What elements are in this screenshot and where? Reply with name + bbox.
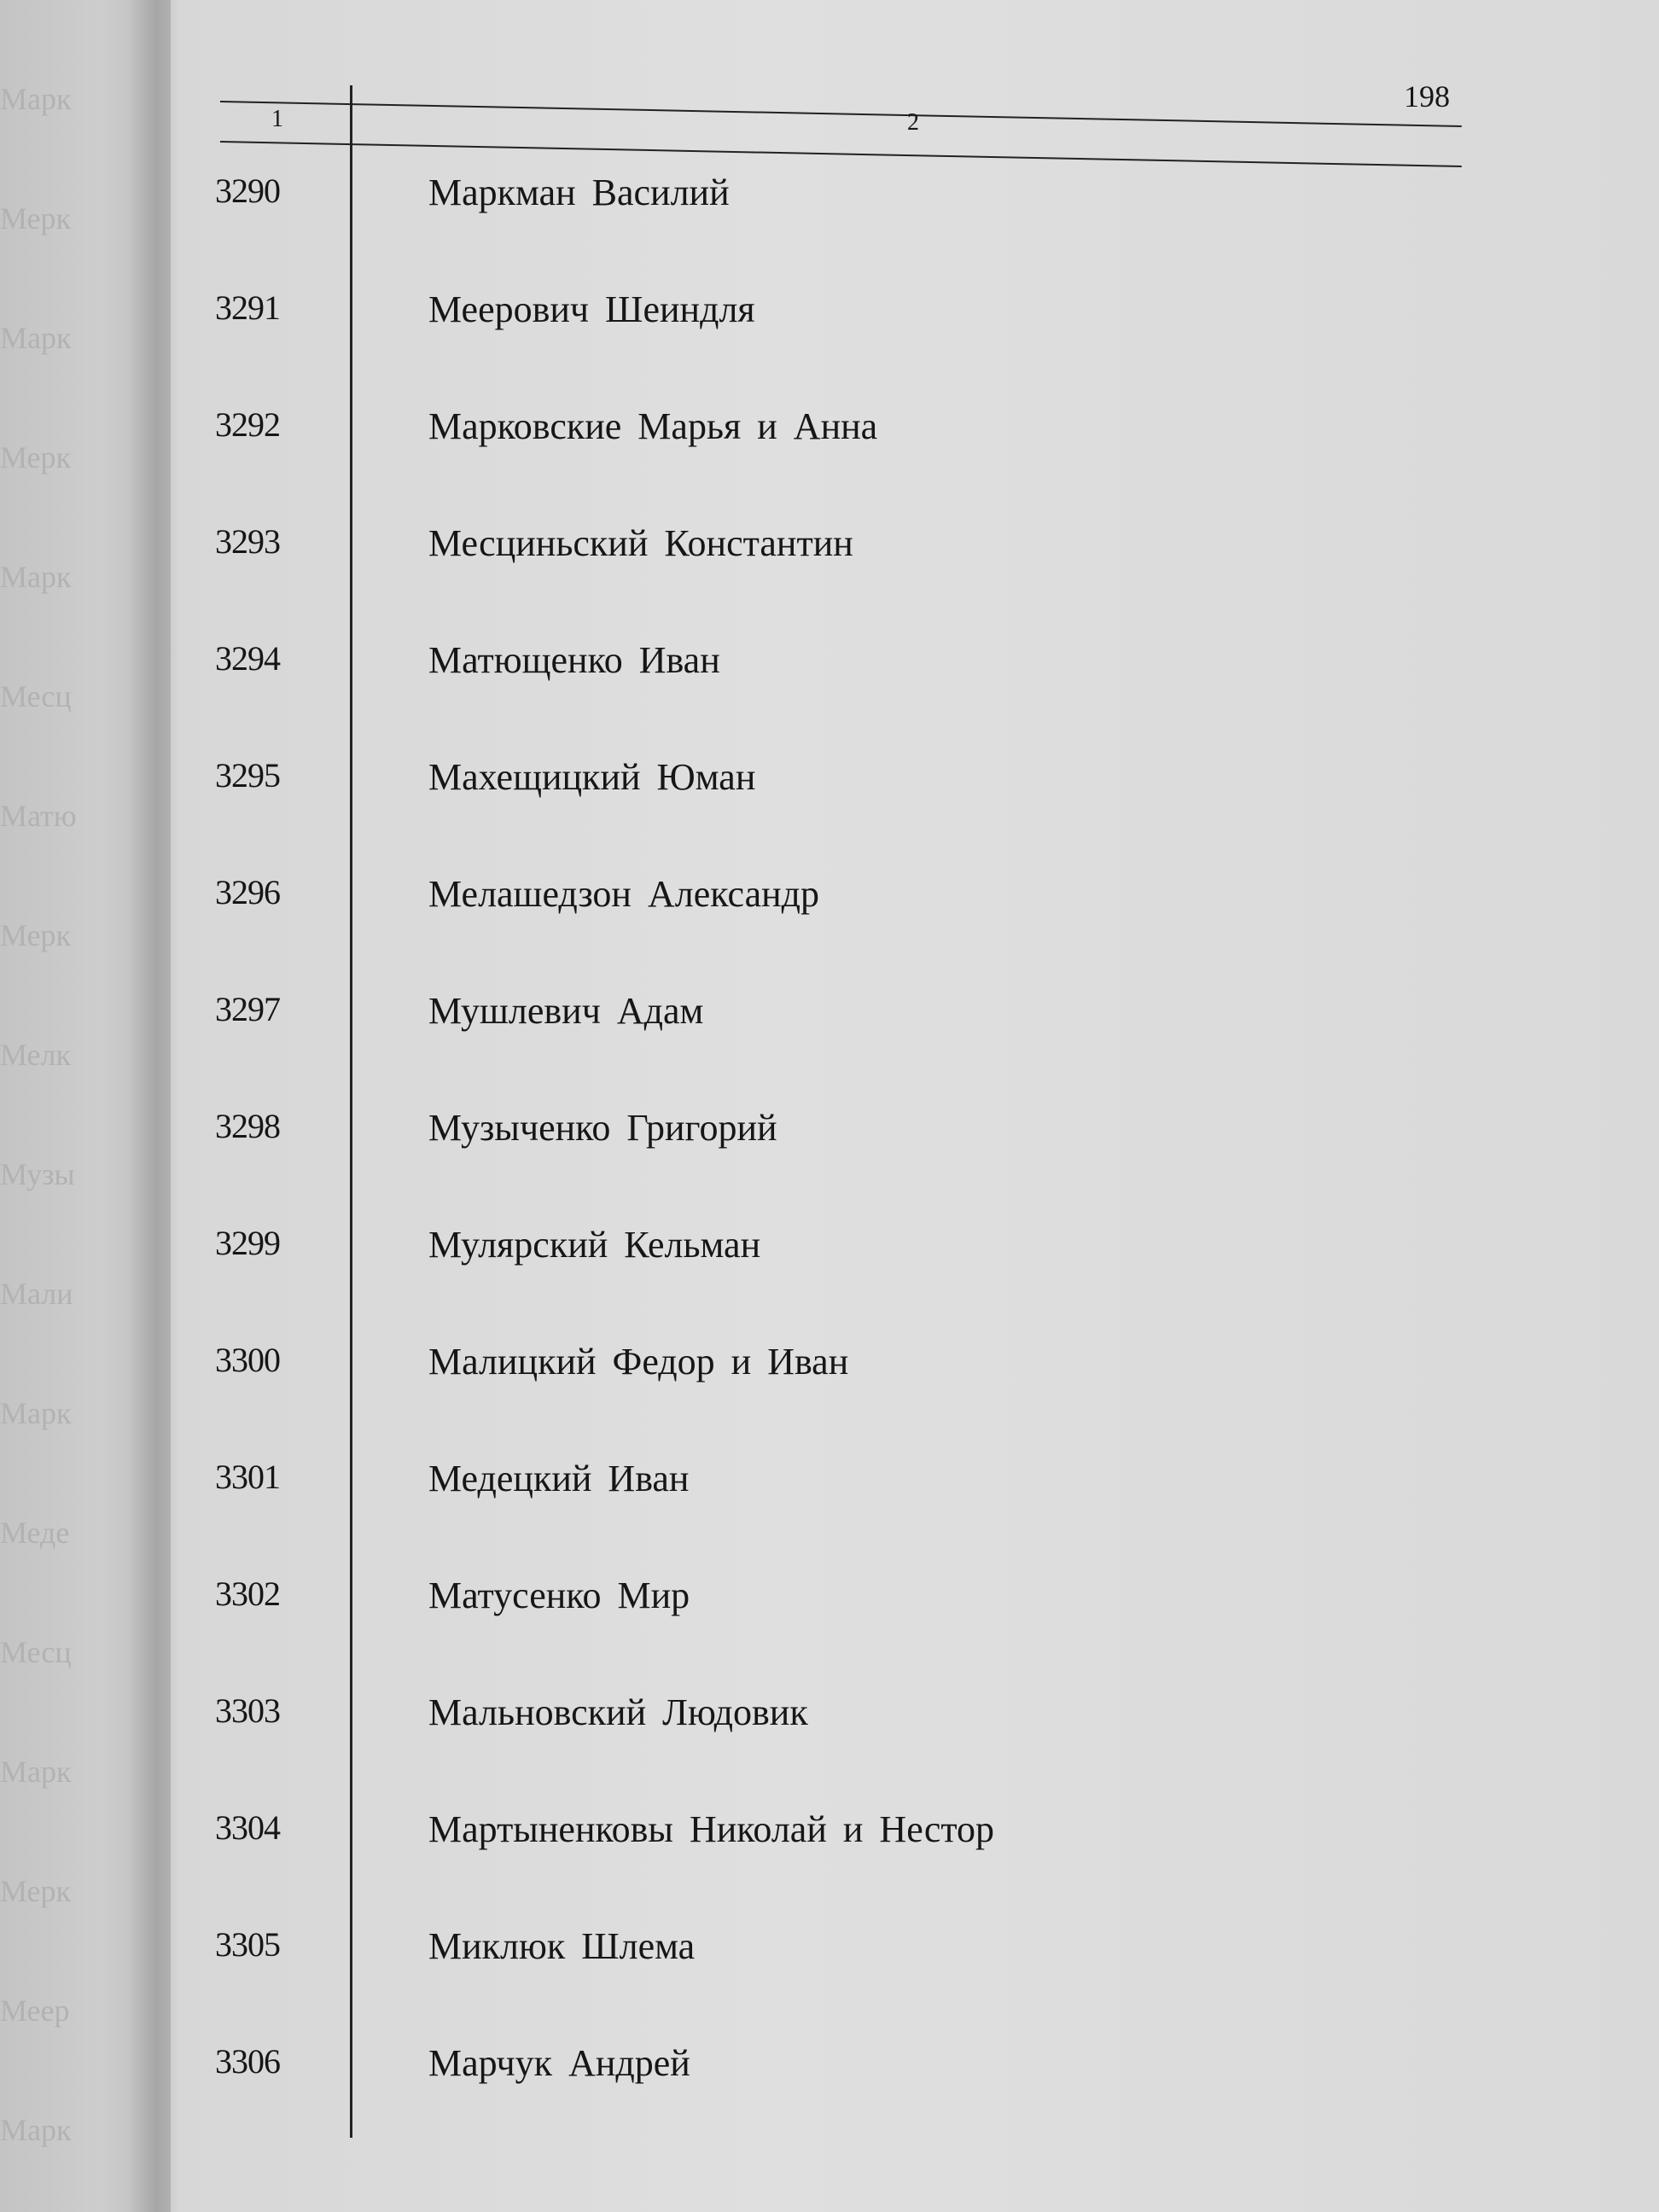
row-number: 3301 bbox=[215, 1458, 280, 1496]
table-row bbox=[0, 405, 1659, 464]
row-name: Матусенко Мир bbox=[428, 1575, 690, 1616]
facing-page-ghost-text: Месц bbox=[0, 1635, 72, 1669]
row-name: Малицкий Федор и Иван bbox=[428, 1341, 849, 1382]
table-row bbox=[0, 1340, 1659, 1400]
row-number: 3294 bbox=[215, 639, 280, 678]
facing-page-ghost-text: Месц bbox=[0, 679, 72, 713]
row-name: Матющенко Иван bbox=[428, 639, 720, 681]
row-name: Музыченко Григорий bbox=[428, 1107, 777, 1149]
row-number: 3295 bbox=[215, 756, 280, 795]
column-header-2: 2 bbox=[907, 109, 919, 136]
row-number: 3293 bbox=[215, 522, 280, 561]
table-row bbox=[0, 2041, 1659, 2101]
row-number: 3290 bbox=[215, 172, 280, 210]
facing-page-ghost-text: Мерк bbox=[0, 1874, 72, 1908]
table-row bbox=[0, 872, 1659, 932]
facing-page-ghost-text: Марк bbox=[0, 1755, 72, 1789]
table-row bbox=[0, 1574, 1659, 1633]
facing-page-ghost-text: Мали bbox=[0, 1277, 73, 1311]
row-name: Мартыненковы Николай и Нестор bbox=[428, 1808, 995, 1850]
facing-page-ghost-text: Марк bbox=[0, 321, 72, 355]
table-row bbox=[0, 989, 1659, 1049]
row-number: 3302 bbox=[215, 1575, 280, 1613]
table-row bbox=[0, 638, 1659, 698]
row-number: 3306 bbox=[215, 2042, 280, 2081]
table-row bbox=[0, 1807, 1659, 1867]
row-name: Махещицкий Юман bbox=[428, 756, 756, 798]
table-row bbox=[0, 521, 1659, 581]
row-number: 3299 bbox=[215, 1224, 280, 1262]
facing-page-ghost-text: Марк bbox=[0, 2113, 72, 2147]
table-row bbox=[0, 1924, 1659, 1984]
table-row bbox=[0, 1691, 1659, 1750]
row-number: 3296 bbox=[215, 873, 280, 911]
table-row bbox=[0, 1223, 1659, 1283]
facing-page-ghost-text: Музы bbox=[0, 1157, 75, 1191]
row-name: Мушлевич Адам bbox=[428, 990, 704, 1032]
table-row bbox=[0, 171, 1659, 230]
row-name: Маркман Василий bbox=[428, 172, 730, 213]
row-number: 3303 bbox=[215, 1691, 280, 1730]
row-number: 3292 bbox=[215, 405, 280, 444]
facing-page-ghost-text: Марк bbox=[0, 560, 72, 594]
facing-page-ghost-text: Мелк bbox=[0, 1038, 71, 1072]
facing-page-ghost-text: Мерк bbox=[0, 918, 72, 952]
row-number: 3297 bbox=[215, 990, 280, 1028]
row-name: Мальновский Людовик bbox=[428, 1691, 808, 1733]
row-number: 3305 bbox=[215, 1925, 280, 1964]
row-name: Медецкий Иван bbox=[428, 1458, 690, 1499]
row-number: 3304 bbox=[215, 1808, 280, 1847]
row-name: Месциньский Константин bbox=[428, 522, 853, 564]
row-number: 3300 bbox=[215, 1341, 280, 1379]
facing-page-ghost-text: Марк bbox=[0, 82, 72, 116]
table-row bbox=[0, 755, 1659, 815]
row-name: Марковские Марья и Анна bbox=[428, 405, 878, 447]
page-number: 198 bbox=[1404, 79, 1450, 114]
row-name: Марчук Андрей bbox=[428, 2042, 690, 2084]
facing-page-ghost-text: Мерк bbox=[0, 201, 72, 236]
table-row bbox=[0, 1457, 1659, 1516]
row-name: Меерович Шеиндля bbox=[428, 288, 755, 330]
column-header-1: 1 bbox=[271, 106, 283, 132]
facing-page-ghost-text: Матю bbox=[0, 799, 77, 833]
row-name: Мелашедзон Александр bbox=[428, 873, 820, 915]
table-row bbox=[0, 1106, 1659, 1166]
table-row bbox=[0, 288, 1659, 347]
facing-page-ghost-text: Мерк bbox=[0, 440, 72, 474]
facing-page-ghost-text: Меде bbox=[0, 1516, 70, 1550]
row-name: Мулярский Кельман bbox=[428, 1224, 761, 1266]
row-number: 3298 bbox=[215, 1107, 280, 1145]
row-name: Миклюк Шлема bbox=[428, 1925, 696, 1967]
facing-page-ghost-text: Меер bbox=[0, 1994, 70, 2028]
facing-page-ghost-text: Марк bbox=[0, 1396, 72, 1430]
row-number: 3291 bbox=[215, 288, 280, 327]
